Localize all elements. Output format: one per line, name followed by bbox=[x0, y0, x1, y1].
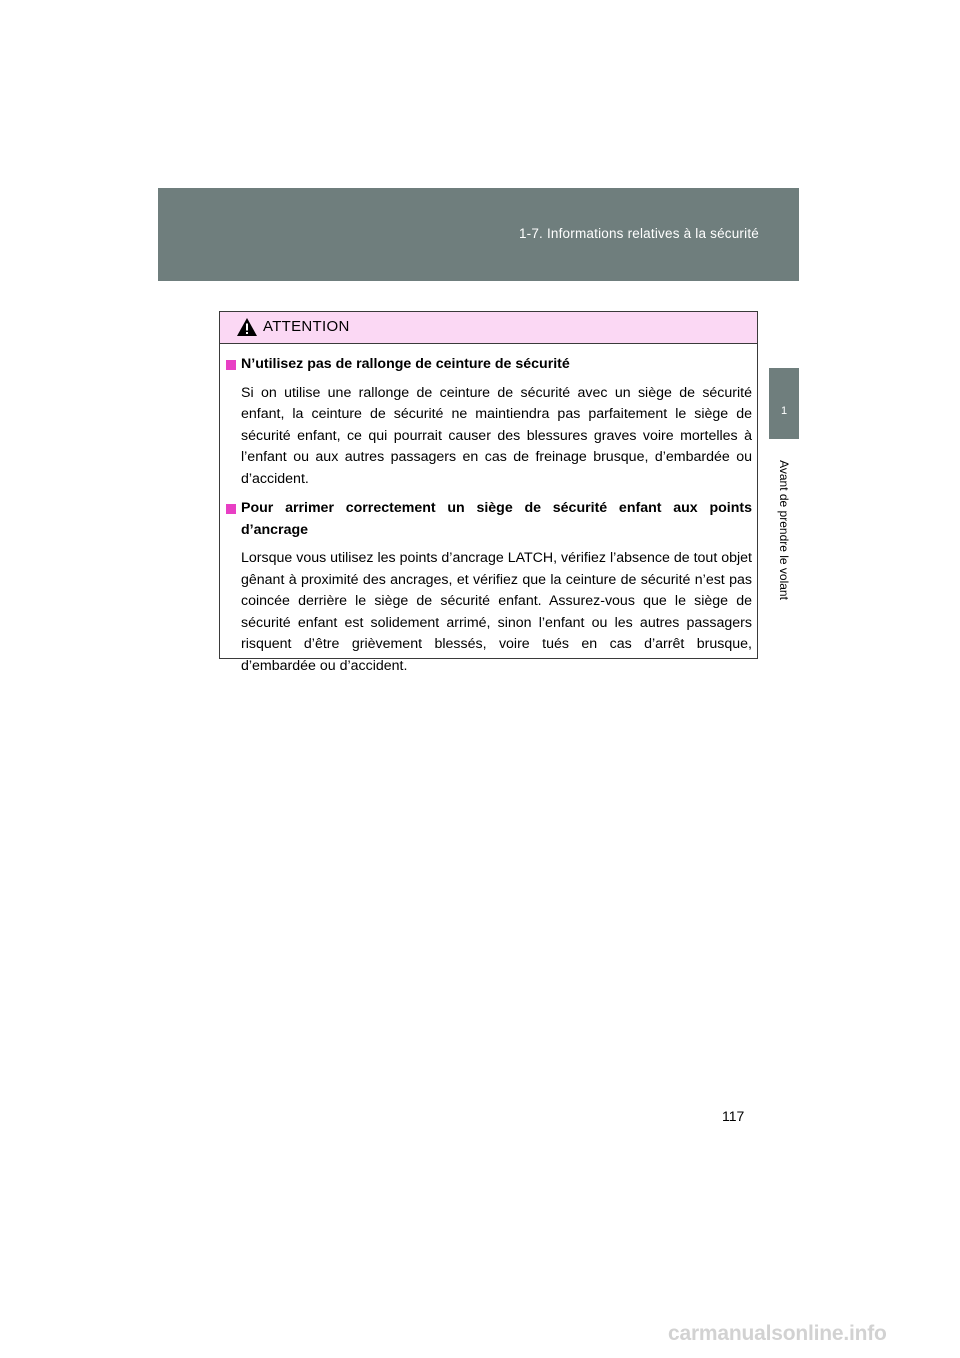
warning-box bbox=[219, 311, 758, 674]
square-bullet-icon bbox=[226, 360, 236, 370]
warning-section-heading bbox=[220, 498, 757, 541]
section-header-band bbox=[158, 188, 799, 281]
warning-section-heading-text: Pour arrimer correctement un siège de sécurité enfant aux points d’ancrage bbox=[241, 500, 752, 538]
warning-triangle-icon bbox=[236, 317, 258, 337]
warning-title: ATTENTION bbox=[263, 318, 350, 335]
warning-section-text: Si on utilise une rallonge de ceinture de sécurité avec un siège de sécurité enfant, la ceinture de sécurité ne maintiendra pas parfaitement le siège de sécurité enfant, ce qui pourrait causer des blessures graves voire mortelles à l’enfant ou aux autres passagers en cas de freinage brusque, d’embardée ou d’accident. bbox=[241, 384, 752, 487]
chapter-number: 1 bbox=[780, 405, 788, 417]
chapter-tab bbox=[769, 368, 799, 439]
warning-section-heading-text: N’utilisez pas de rallonge de ceinture de sécurité bbox=[241, 356, 570, 372]
warning-section bbox=[220, 498, 757, 677]
warning-section-heading bbox=[220, 354, 757, 376]
chapter-label: Avant de prendre le volant bbox=[777, 460, 791, 600]
warning-section bbox=[220, 354, 757, 490]
warning-body bbox=[220, 344, 757, 677]
warning-header bbox=[220, 312, 757, 344]
page-number: 117 bbox=[722, 1108, 745, 1124]
square-bullet-icon bbox=[226, 504, 236, 514]
warning-section-text: Lorsque vous utilisez les points d’ancrage LATCH, vérifiez l’absence de tout objet gênant à proximité des ancrages, et vérifiez que la ceinture de sécurité n’est pas coincée derrière le siège de sécurité enfant. Assurez-vous que le siège de sécurité enfant est solidement arrimé, sinon l’enfant ou les autres passagers risquent d’être grièvement blessés, voire tués en cas d’arrêt brusque, d’embardée ou d’accident. bbox=[241, 550, 752, 674]
section-title: 1-7. Informations relatives à la sécurité bbox=[518, 226, 759, 241]
watermark: carmanualsonline.info bbox=[668, 1322, 887, 1345]
